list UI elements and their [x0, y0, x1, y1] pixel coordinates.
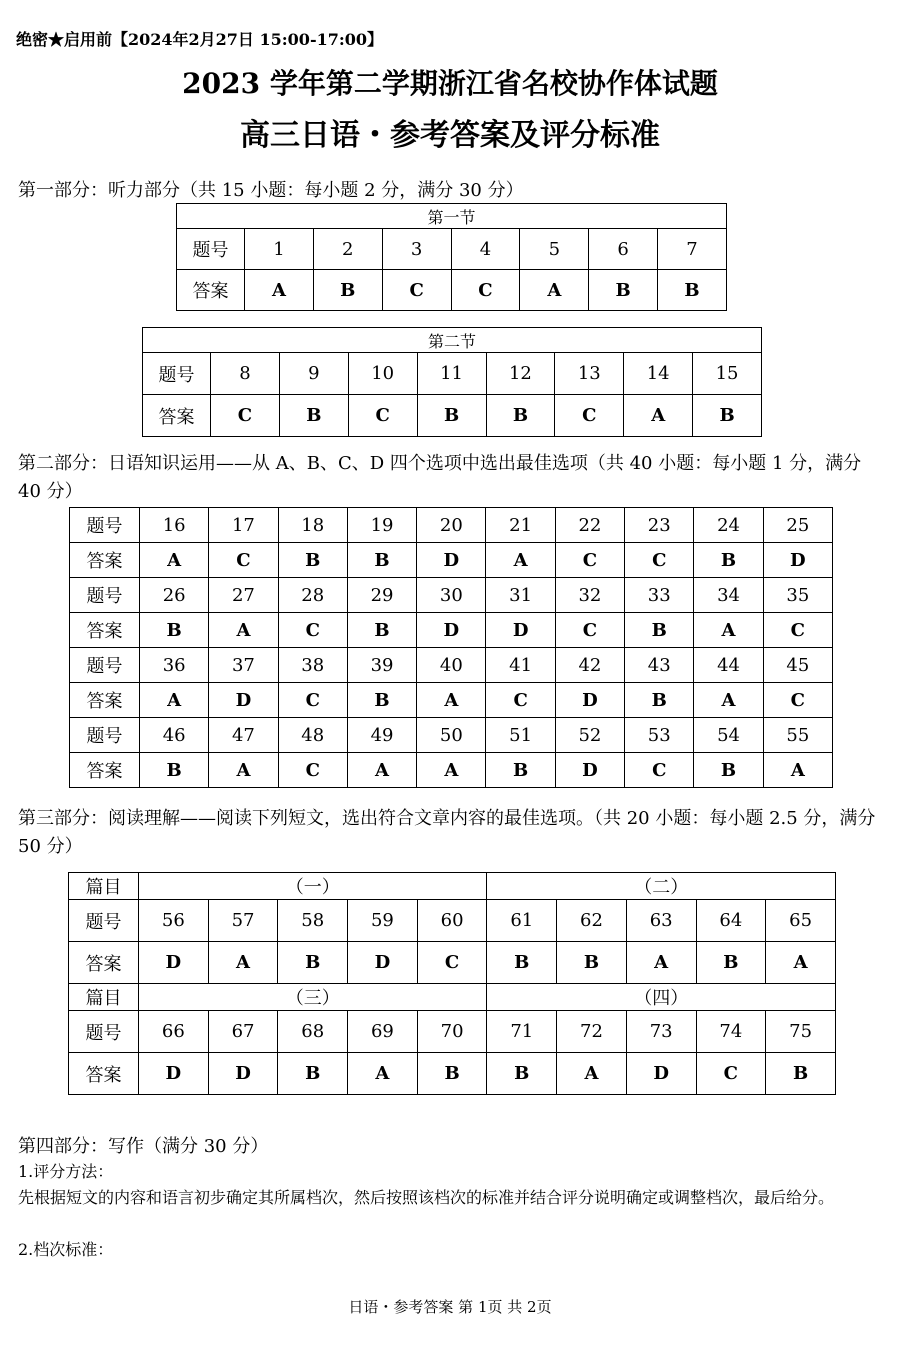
table-row [177, 229, 727, 270]
table-row [70, 648, 833, 683]
answer-cell: C [625, 543, 694, 578]
question-number: 44 [694, 648, 763, 683]
table-row [70, 578, 833, 613]
row-label: 题号 [177, 229, 245, 270]
answer-cell: C [763, 683, 832, 718]
grade-standard-label: 2.档次标准： [18, 1240, 114, 1259]
question-number: 10 [348, 353, 417, 395]
answer-cell: D [417, 613, 486, 648]
answer-cell: A [208, 942, 278, 984]
question-number: 29 [347, 578, 416, 613]
question-number: 60 [417, 900, 487, 942]
question-number: 69 [348, 1011, 418, 1053]
question-number: 70 [417, 1011, 487, 1053]
answer-cell: B [140, 613, 209, 648]
question-number: 24 [694, 508, 763, 543]
row-label: 答案 [177, 270, 245, 311]
question-number: 48 [278, 718, 347, 753]
answer-cell: D [208, 1053, 278, 1095]
question-number: 2 [313, 229, 382, 270]
answer-cell: C [278, 683, 347, 718]
answer-cell: C [211, 395, 280, 437]
question-number: 27 [209, 578, 278, 613]
answer-cell: D [417, 543, 486, 578]
answer-cell: A [626, 942, 696, 984]
answer-cell: C [763, 613, 832, 648]
row-label: 答案 [143, 395, 211, 437]
question-number: 56 [139, 900, 209, 942]
question-number: 74 [696, 1011, 766, 1053]
question-number: 7 [658, 229, 727, 270]
table-row [69, 984, 836, 1011]
answer-cell: B [140, 753, 209, 788]
listening-section1-table [176, 203, 727, 311]
question-number: 75 [766, 1011, 836, 1053]
question-number: 41 [486, 648, 555, 683]
answer-cell: D [486, 613, 555, 648]
table-row [177, 270, 727, 311]
answer-cell: B [693, 395, 762, 437]
row-label: 篇目 [69, 873, 139, 900]
answer-cell: B [487, 942, 557, 984]
part1-heading: 第一部分：听力部分（共 15 小题：每小题 2 分，满分 30 分） [18, 180, 524, 201]
answer-cell: C [625, 753, 694, 788]
question-number: 36 [140, 648, 209, 683]
answer-cell: B [766, 1053, 836, 1095]
answer-cell: B [486, 395, 555, 437]
answer-cell: A [348, 1053, 418, 1095]
question-number: 42 [555, 648, 624, 683]
question-number: 32 [555, 578, 624, 613]
question-number: 4 [451, 229, 520, 270]
part4-heading: 第四部分：写作（满分 30 分） [18, 1136, 269, 1157]
answer-cell: C [555, 543, 624, 578]
answer-cell: C [486, 683, 555, 718]
question-number: 15 [693, 353, 762, 395]
question-number: 43 [625, 648, 694, 683]
question-number: 61 [487, 900, 557, 942]
answer-cell: A [624, 395, 693, 437]
question-number: 25 [763, 508, 832, 543]
answer-cell: C [417, 942, 487, 984]
row-label: 题号 [70, 718, 140, 753]
question-number: 40 [417, 648, 486, 683]
question-number: 21 [486, 508, 555, 543]
question-number: 62 [557, 900, 627, 942]
table-row [143, 395, 762, 437]
answer-cell: A [694, 613, 763, 648]
answer-cell: D [139, 942, 209, 984]
answer-cell: D [209, 683, 278, 718]
table-row [70, 683, 833, 718]
page-title: 2023 学年第二学期浙江省名校协作体试题 [182, 67, 718, 100]
table-row [69, 873, 836, 900]
passage-label: （四） [487, 984, 836, 1011]
answer-cell: C [451, 270, 520, 311]
question-number: 54 [694, 718, 763, 753]
table-row [70, 543, 833, 578]
question-number: 63 [626, 900, 696, 942]
part2-heading: 第二部分：日语知识运用——从 A、B、C、D 四个选项中选出最佳选项（共 40 小题：每小题 1 分，满分 40 分） [18, 453, 862, 502]
reading-table [68, 872, 836, 1095]
question-number: 5 [520, 229, 589, 270]
question-number: 46 [140, 718, 209, 753]
answer-cell: A [763, 753, 832, 788]
answer-cell: B [625, 683, 694, 718]
row-label: 题号 [69, 900, 139, 942]
answer-cell: D [139, 1053, 209, 1095]
answer-cell: B [487, 1053, 557, 1095]
answer-cell: B [417, 395, 486, 437]
answer-cell: D [555, 753, 624, 788]
answer-cell: B [278, 1053, 348, 1095]
answer-cell: A [694, 683, 763, 718]
answer-cell: A [520, 270, 589, 311]
table-row [70, 753, 833, 788]
table-row [143, 353, 762, 395]
answer-cell: A [417, 753, 486, 788]
answer-cell: A [417, 683, 486, 718]
question-number: 64 [696, 900, 766, 942]
answer-cell: B [589, 270, 658, 311]
answer-cell: C [555, 395, 624, 437]
question-number: 22 [555, 508, 624, 543]
answer-cell: B [279, 395, 348, 437]
table-caption: 第一节 [177, 204, 727, 229]
answer-cell: B [313, 270, 382, 311]
answer-cell: A [557, 1053, 627, 1095]
answer-cell: C [555, 613, 624, 648]
answer-cell: B [696, 942, 766, 984]
answer-cell: A [245, 270, 314, 311]
table-row [69, 942, 836, 984]
table-caption: 第二节 [143, 328, 762, 353]
answer-cell: D [626, 1053, 696, 1095]
question-number: 18 [278, 508, 347, 543]
row-label: 答案 [70, 683, 140, 718]
question-number: 53 [625, 718, 694, 753]
question-number: 19 [347, 508, 416, 543]
answer-cell: B [278, 543, 347, 578]
question-number: 68 [278, 1011, 348, 1053]
row-label: 题号 [143, 353, 211, 395]
answer-cell: B [486, 753, 555, 788]
row-label: 答案 [70, 753, 140, 788]
answer-cell: D [348, 942, 418, 984]
question-number: 26 [140, 578, 209, 613]
row-label: 题号 [69, 1011, 139, 1053]
question-number: 12 [486, 353, 555, 395]
answer-cell: B [625, 613, 694, 648]
answer-cell: C [348, 395, 417, 437]
passage-label: （三） [139, 984, 487, 1011]
page-footer: 日语・参考答案 第 1页 共 2页 [348, 1298, 552, 1316]
question-number: 20 [417, 508, 486, 543]
question-number: 59 [348, 900, 418, 942]
answer-cell: A [209, 613, 278, 648]
top-note: 绝密★启用前【2024年2月27日 15:00-17:00】 [16, 30, 384, 49]
question-number: 30 [417, 578, 486, 613]
question-number: 13 [555, 353, 624, 395]
question-number: 35 [763, 578, 832, 613]
question-number: 16 [140, 508, 209, 543]
answer-cell: B [278, 942, 348, 984]
answer-cell: D [763, 543, 832, 578]
question-number: 8 [211, 353, 280, 395]
answer-cell: C [278, 753, 347, 788]
part3-heading: 第三部分：阅读理解——阅读下列短文，选出符合文章内容的最佳选项。（共 20 小题：每小题 2.5 分，满分 50 分） [18, 808, 876, 857]
answer-cell: B [347, 543, 416, 578]
question-number: 66 [139, 1011, 209, 1053]
row-label: 题号 [70, 508, 140, 543]
answer-cell: A [347, 753, 416, 788]
table-row [69, 900, 836, 942]
question-number: 33 [625, 578, 694, 613]
question-number: 55 [763, 718, 832, 753]
question-number: 51 [486, 718, 555, 753]
question-number: 73 [626, 1011, 696, 1053]
page-subtitle: 高三日语・参考答案及评分标准 [240, 118, 660, 153]
question-number: 65 [766, 900, 836, 942]
row-label: 篇目 [69, 984, 139, 1011]
table-row [69, 1011, 836, 1053]
question-number: 52 [555, 718, 624, 753]
question-number: 14 [624, 353, 693, 395]
question-number: 1 [245, 229, 314, 270]
passage-label: （二） [487, 873, 836, 900]
answer-cell: A [140, 683, 209, 718]
answer-cell: A [766, 942, 836, 984]
scoring-method-label: 1.评分方法： [18, 1162, 114, 1181]
row-label: 题号 [70, 648, 140, 683]
question-number: 50 [417, 718, 486, 753]
question-number: 57 [208, 900, 278, 942]
question-number: 67 [208, 1011, 278, 1053]
scoring-method-text: 先根据短文的内容和语言初步确定其所属档次，然后按照该档次的标准并结合评分说明确定或调整档次，最后给分。 [18, 1188, 835, 1207]
table-row [69, 1053, 836, 1095]
passage-label: （一） [139, 873, 487, 900]
question-number: 45 [763, 648, 832, 683]
answer-cell: A [209, 753, 278, 788]
row-label: 答案 [69, 942, 139, 984]
answer-cell: A [140, 543, 209, 578]
question-number: 71 [487, 1011, 557, 1053]
row-label: 答案 [70, 543, 140, 578]
answer-cell: D [555, 683, 624, 718]
answer-cell: B [694, 753, 763, 788]
answer-cell: B [658, 270, 727, 311]
question-number: 58 [278, 900, 348, 942]
question-number: 39 [347, 648, 416, 683]
question-number: 28 [278, 578, 347, 613]
answer-cell: B [417, 1053, 487, 1095]
question-number: 38 [278, 648, 347, 683]
row-label: 答案 [70, 613, 140, 648]
listening-section2-table [142, 327, 762, 437]
knowledge-table [69, 507, 833, 788]
table-row [70, 613, 833, 648]
question-number: 72 [557, 1011, 627, 1053]
question-number: 6 [589, 229, 658, 270]
question-number: 37 [209, 648, 278, 683]
question-number: 9 [279, 353, 348, 395]
question-number: 23 [625, 508, 694, 543]
answer-cell: C [209, 543, 278, 578]
question-number: 17 [209, 508, 278, 543]
question-number: 49 [347, 718, 416, 753]
answer-cell: B [347, 683, 416, 718]
answer-cell: B [557, 942, 627, 984]
answer-cell: B [694, 543, 763, 578]
row-label: 答案 [69, 1053, 139, 1095]
row-label: 题号 [70, 578, 140, 613]
question-number: 31 [486, 578, 555, 613]
answer-cell: C [696, 1053, 766, 1095]
question-number: 11 [417, 353, 486, 395]
question-number: 47 [209, 718, 278, 753]
question-number: 34 [694, 578, 763, 613]
question-number: 3 [382, 229, 451, 270]
answer-cell: B [347, 613, 416, 648]
answer-cell: A [486, 543, 555, 578]
answer-cell: C [382, 270, 451, 311]
table-row [70, 508, 833, 543]
table-row [70, 718, 833, 753]
answer-cell: C [278, 613, 347, 648]
